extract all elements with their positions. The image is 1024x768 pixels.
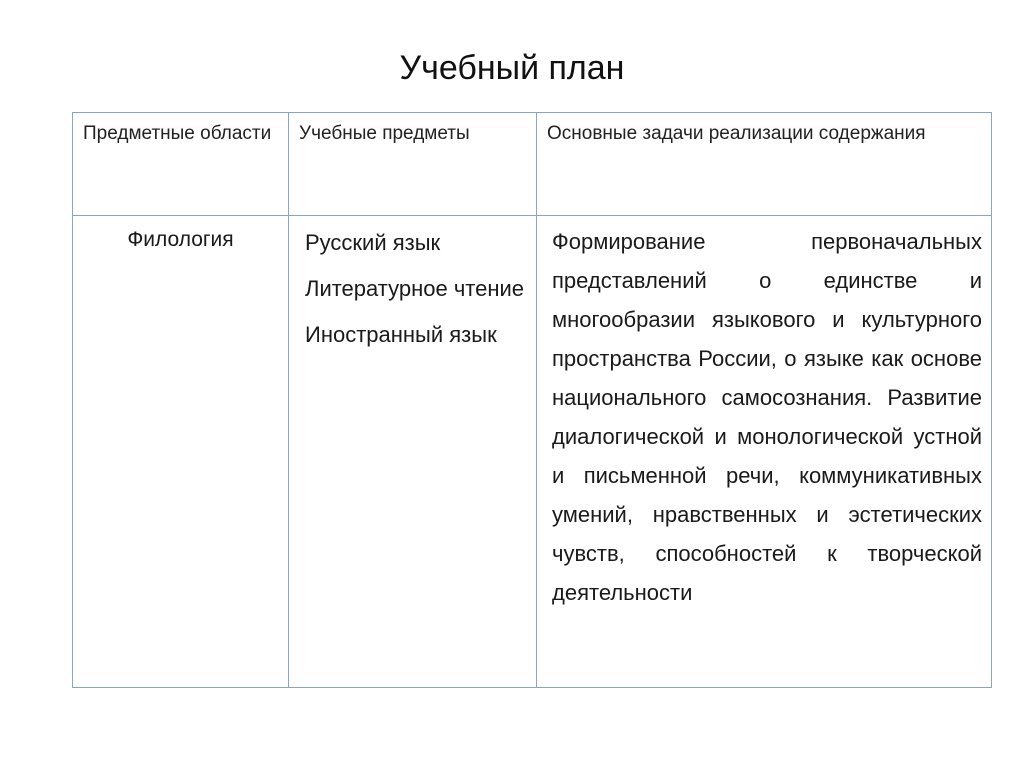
curriculum-table (72, 112, 992, 688)
table-row (73, 216, 992, 688)
tasks-description: Формирование первоначальных представлений о единстве и многообразии языкового и культурного пространства России, о языке как основе национального самосознания. Развитие диалогической и монологической устной и письменной речи, коммуникативных умений, нравственных и эстетических чувств, способностей к творческой деятельности (552, 229, 982, 605)
slide-title: Учебный план (399, 49, 625, 87)
table-header-row (73, 113, 992, 216)
header-subject-areas: Предметные области (73, 113, 289, 216)
subjects-cell (289, 216, 537, 688)
subject-item-foreign-language: Иностранный язык (305, 322, 497, 347)
header-main-tasks: Основные задачи реализации содержания (537, 113, 992, 216)
header-subjects: Учебные предметы (289, 113, 537, 216)
subject-item-russian: Русский язык (305, 230, 441, 255)
subject-area-cell: Филология (73, 216, 289, 688)
tasks-cell (537, 216, 992, 688)
subject-item-literary-reading: Литературное чтение (305, 276, 525, 301)
